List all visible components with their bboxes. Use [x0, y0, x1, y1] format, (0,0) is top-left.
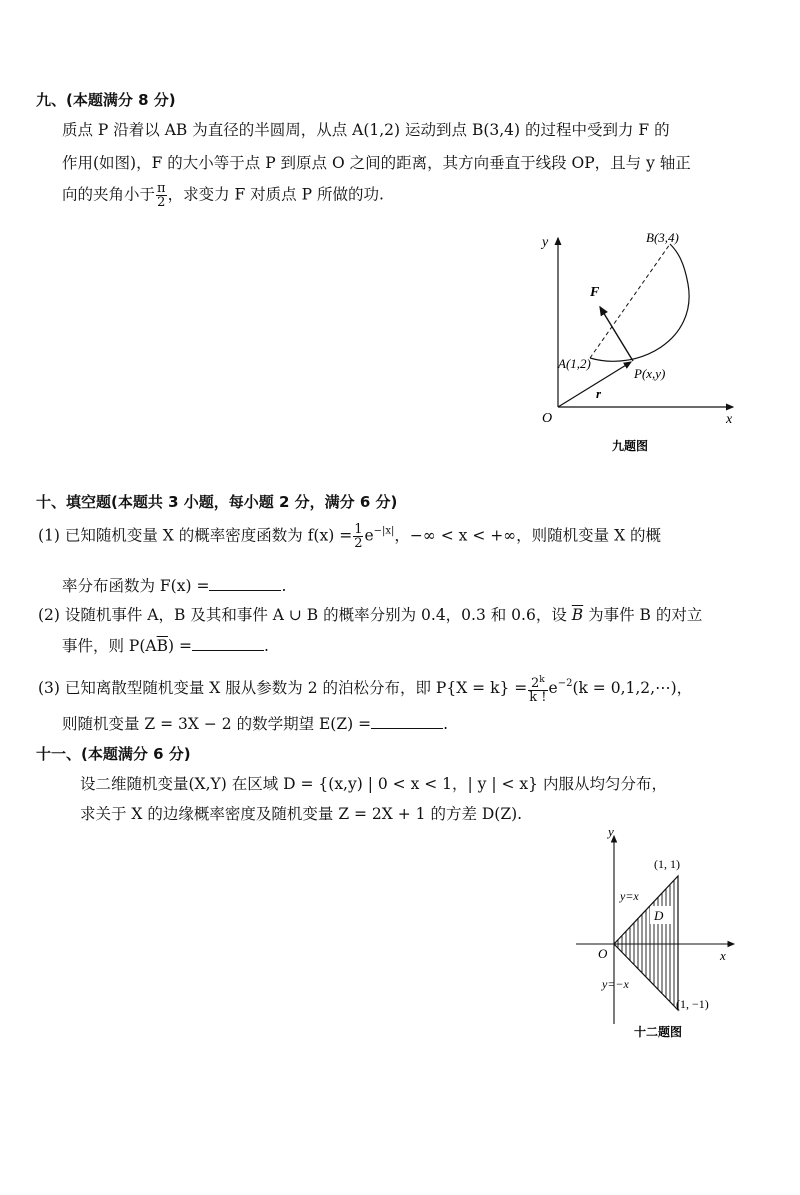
answer-blank-2[interactable]	[192, 636, 264, 651]
complement-b: $\overline{B}$	[571, 606, 584, 624]
q10-p2-pre: (2) 设随机事件 A，B 及其和事件 A ∪ B 的概率分别为 0.4，0.3 和 0.6，设	[38, 606, 567, 624]
fraction-numerator: π	[157, 181, 166, 196]
q10-p3-line2-text: 则随机变量 Z = 3X − 2 的数学期望 E(Z) =	[62, 715, 372, 733]
point-a-label: A(1,2)	[558, 356, 591, 371]
q9-line3-pre: 向的夹角小于	[62, 185, 156, 204]
point-b-label: B(3,4)	[646, 230, 679, 245]
q10-part3-line2: 则随机变量 Z = 3X − 2 的数学期望 E(Z) = .	[62, 715, 449, 733]
answer-blank-3[interactable]	[371, 714, 443, 729]
q9-heading: 九、(本题满分 8 分)	[36, 91, 176, 109]
q10-part2-line1	[38, 603, 702, 625]
q10-p3-pre: (3) 已知离散型随机变量 X 服从参数为 2 的泊松分布，即 P{X = k} =	[38, 679, 528, 697]
q10-p2-line2-pre: 事件，则 P(A	[62, 637, 157, 655]
q9-line3-post: ，求变力 F 对质点 P 所做的功.	[167, 185, 384, 204]
pi-over-2-fraction	[156, 182, 167, 209]
exp-power: −2	[557, 678, 573, 689]
fraction-denominator: 2	[157, 195, 166, 210]
q10-part2-line2: 事件，则 $P(A\overline{B})$ = .	[62, 637, 269, 655]
exp-power: −|x|	[373, 525, 395, 537]
q11-figure	[572, 824, 752, 1046]
figure-caption: 九题图	[612, 439, 649, 453]
force-label: F	[590, 285, 600, 300]
origin-label: O	[542, 411, 553, 426]
complement-b-2: $\overline{B}$	[156, 637, 168, 655]
fraction-denominator: k !	[529, 690, 547, 705]
q11-line2: 求关于 X 的边缘概率密度及随机变量 Z = 2X + 1 的方差 D(Z).	[80, 805, 523, 823]
exp-base: e	[364, 526, 374, 545]
figure-caption: 十二题图	[634, 1025, 683, 1039]
q10-p2-post: 为事件 B 的对立	[588, 606, 703, 624]
x-axis-label: x	[726, 412, 733, 427]
half-fraction	[353, 523, 363, 550]
fraction-numerator: 1	[354, 522, 363, 537]
numerator-base: 2	[531, 676, 540, 691]
q10-p1-pre: (1) 已知随机变量 X 的概率密度函数为 f(x) =	[38, 526, 353, 545]
exp-base: e	[548, 679, 558, 697]
q10-p1-post: ，−∞ < x < +∞，则随机变量 X 的概	[394, 526, 662, 545]
answer-blank-1[interactable]	[209, 576, 281, 591]
semicircle-path	[590, 244, 689, 361]
line-y-equals-x-label: y=x	[620, 889, 639, 903]
q9-figure	[528, 222, 752, 458]
q11-heading: 十一、(本题满分 6 分)	[36, 745, 191, 763]
y-axis-label: y	[542, 235, 549, 250]
vector-r-label: r	[596, 386, 602, 401]
q9-line1: 质点 P 沿着以 AB 为直径的半圆周，从点 A(1,2) 运动到点 B(3,4) 的过程中受到力 F 的	[62, 121, 670, 139]
numerator-exp: k	[539, 675, 545, 685]
q10-p1-line2-text: 率分布函数为 F(x) =	[62, 577, 210, 595]
fraction-numerator	[528, 674, 547, 691]
q10-part1-line2: 率分布函数为 F(x) = .	[62, 577, 287, 595]
poisson-fraction	[528, 674, 547, 704]
fraction-denominator: 2	[354, 536, 363, 551]
origin-label: O	[598, 946, 608, 961]
point-1-1-label: (1, 1)	[654, 857, 680, 871]
x-axis-label: x	[720, 948, 726, 963]
q10-part3-line1	[38, 674, 692, 704]
diameter-ab	[590, 244, 670, 358]
q9-line2: 作用(如图)，F 的大小等于点 P 到原点 O 之间的距离，其方向垂直于线段 OP，且与 y 轴正	[62, 154, 691, 172]
q10-p3-post: (k = 0,1,2,⋯)，	[572, 679, 693, 697]
q10-p2-line2-close: ) =	[168, 637, 192, 655]
point-1-minus1-label: (1, −1)	[676, 997, 709, 1011]
y-axis-label: y	[608, 824, 614, 839]
q11-line1: 设二维随机变量(X,Y) 在区域 D = {(x,y) | 0 < x < 1，| y | < x} 内服从均匀分布，	[80, 775, 667, 793]
q10-part1-line1	[38, 523, 661, 550]
point-p-label: P(x,y)	[634, 366, 666, 381]
line-y-equals-minus-x-label: y=−x	[602, 977, 629, 991]
q10-heading: 十、填空题(本题共 3 小题，每小题 2 分，满分 6 分)	[36, 493, 398, 511]
q9-line3	[62, 182, 384, 209]
region-d-label: D	[654, 908, 664, 923]
force-arrow	[600, 307, 633, 361]
